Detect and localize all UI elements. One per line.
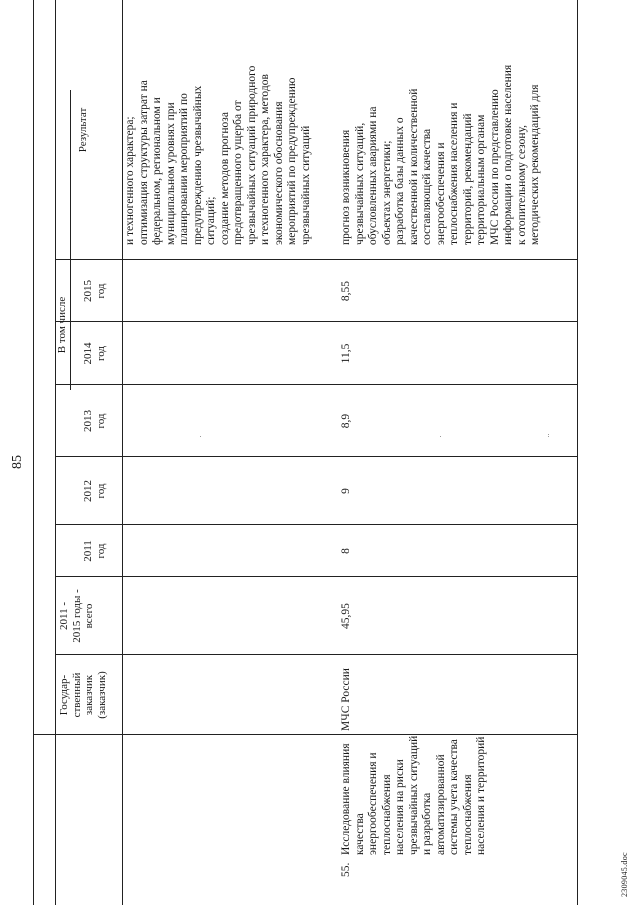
header-customer: Государ- ственный заказчик (заказчик)	[58, 671, 108, 719]
header-year-2011: 2011 год	[82, 540, 107, 562]
row-result: прогноз возникновения чрезвычайных ситуаций, обусловленных авариями на объектах энергетики; разработка базы данных о качественной и количественной составляющей качества энергообеспечения и теплоснабжения населения и территорий, рекомендаций территориальным органам МЧС России по представлению информации о подготовке населения к отопительному сезону, методических рекомендаций для	[340, 64, 541, 245]
row-2014: 11,5	[340, 343, 352, 364]
row-2013: 8,9	[340, 413, 352, 429]
col-divider-2011	[55, 524, 577, 525]
row-2015: 8,55	[340, 280, 352, 302]
header-line-including	[70, 90, 71, 390]
header-result: Результат	[77, 107, 89, 153]
header-total: 2011 - 2015 годы - всего	[58, 589, 95, 643]
col-divider-name	[33, 734, 577, 735]
row-total: 45,95	[340, 603, 352, 629]
col-divider-2013	[55, 384, 577, 385]
table-bottom-border	[577, 0, 578, 905]
header-line-1	[55, 0, 56, 905]
header-bottom-line	[122, 0, 123, 905]
header-year-2014: 2014 год	[82, 342, 107, 365]
row-name: Исследование влияния качества энергообеспечения и теплоснабжения населения на риски чрезвычайных ситуаций и разработка автоматизированной системы учета качества теплоснабжения населения и территорий	[340, 735, 487, 855]
col-divider-total	[55, 576, 577, 577]
header-year-2015: 2015 год	[82, 280, 107, 302]
document-code: 2309045.doc	[620, 852, 629, 897]
table-top-border	[33, 0, 34, 905]
col-divider-2012	[55, 456, 577, 457]
col-divider-customer	[55, 654, 577, 655]
row-number: 55.	[340, 862, 352, 877]
col-divider-2015	[55, 259, 577, 260]
header-year-2012: 2012 год	[82, 480, 107, 502]
row-2011: 8	[340, 548, 352, 554]
row-2012: 9	[340, 488, 352, 494]
page-number: 85	[10, 455, 25, 469]
header-including: В том числе	[56, 296, 68, 354]
col-divider-2014	[55, 321, 577, 322]
row-customer: МЧС России	[340, 668, 352, 731]
result-continuation: и техногенного характера; оптимизация структуры затрат на федеральном, региональном и муниципальном уровнях при планировании мероприятий по предупреждению чрезвычайных ситуаций; создание методов прогноза предотвращенного ущерба от чрезвычайных ситуаций природного и техногенного характера, методов экономического обоснования мероприятий по предупреждению чрезвычайных ситуаций	[124, 65, 312, 245]
header-year-2013: 2013 год	[82, 410, 107, 432]
